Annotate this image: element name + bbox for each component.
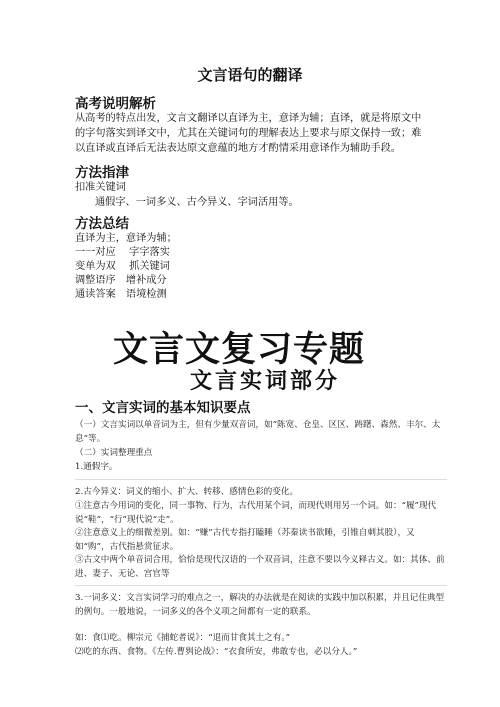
summary-line-2: 一一对应 字字落实 xyxy=(75,247,170,258)
exam-analysis-paragraph: 从高考的特点出发，文言文翻译以直译为主，意译为辅；直译，就是将原文中的字句落实到译文中，尤其在关键词句的理解表达上要求与原文保持一致；难以直译或直译后无法表达原文意蕴的地方才酌情采用意译作为辅助手段。 xyxy=(75,113,422,154)
part1-paragraph-2: （二）实词整理重点 xyxy=(75,448,153,458)
part1-paragraph-1: （一）文言实词以单音词为主，但有少量双音词，如“陈宽、仓皇、区区、踌躇、森然、丰尔、太息”等。 xyxy=(75,420,441,444)
part1-paragraph-9: 如：食⑴吃。柳宗元《捕蛇者说》：“退而甘食其土之有。” xyxy=(75,633,291,643)
section-heading-method-summary: 方法总结 xyxy=(75,216,129,232)
poster-title: 文言文复习专题 xyxy=(113,330,366,370)
part1-paragraph-7: ③古文中两个单音词合用，恰恰是现代汉语的一个双音词，注意不要以今义释古义。如：其体、前进、妻子、无论、宫官等 xyxy=(75,555,445,579)
section-heading-exam-analysis: 高考说明解析 xyxy=(75,96,156,112)
summary-line-4: 调整语序 增补成分 xyxy=(75,275,167,286)
part1-paragraph-5: ①注意古今用词的变化，同一事物、行为，古代用某个词，而现代则用另一个词。如：“履”现代说“鞋”，“行”现代说“走”。 xyxy=(75,501,437,525)
part1-paragraph-10: ⑵吃的东西、食物。《左传.曹刿论战》：“衣食所安，弗敢专也，必以分人。” xyxy=(75,647,358,657)
document-title: 文言语句的翻译 xyxy=(197,66,303,84)
method-guide-line-2: 通假字、一词多义、古今异义、字词活用等。 xyxy=(95,197,299,208)
summary-line-3: 变单为双 抓关键词 xyxy=(75,261,170,272)
poster-subtitle: 文言实词部分 xyxy=(190,368,341,394)
summary-line-5: 通读答案 语境检测 xyxy=(75,289,167,300)
method-guide-line-1: 扣准关键词 xyxy=(75,182,126,193)
part1-paragraph-6: ②注意意义上的细微差别。如：“赚”古代专指打瞌睡（苏秦读书欲睡，引锥自刺其股），又如“购”，古代指悬赏征求。 xyxy=(75,528,415,552)
part1-paragraph-8: 3.一词多义：文言实词学习的难点之一，解决的办法就是在阅读的实践中加以积累，并且记住典型的例句。一般地说，一词多义的各个义项之间都有一定的联系。 xyxy=(75,593,445,617)
section-heading-method-guide: 方法指津 xyxy=(75,165,129,181)
summary-line-1: 直译为主，意译为辅； xyxy=(75,233,177,244)
divider xyxy=(75,585,447,586)
part1-paragraph-3: 1.通假字。 xyxy=(75,462,118,472)
divider xyxy=(75,479,447,480)
part1-heading: 一、文言实词的基本知识要点 xyxy=(75,400,251,416)
part1-paragraph-4: 2.古今异义：词义的缩小、扩大、转移、感情色彩的变化。 xyxy=(75,487,299,497)
